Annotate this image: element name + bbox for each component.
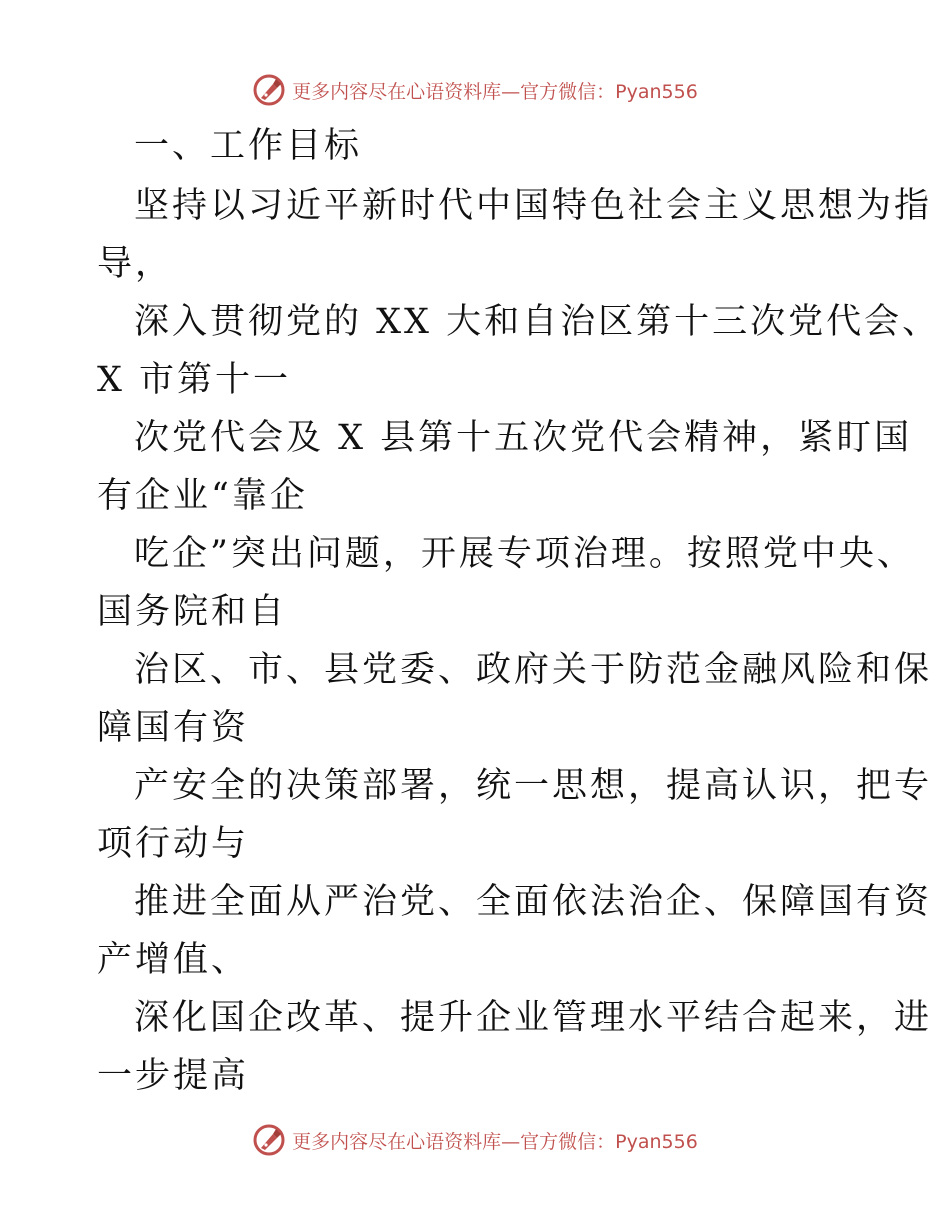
header-watermark-banner xyxy=(0,70,950,110)
body-line: 产增值、 xyxy=(97,940,250,980)
body-line: 深化国企改革、提升企业管理水平结合起来，进 xyxy=(134,998,933,1038)
body-line: 国务院和自 xyxy=(97,592,288,632)
body-line: 坚持以习近平新时代中国特色社会主义思想为指 xyxy=(134,186,933,226)
pen-nib-logo-icon xyxy=(252,1123,286,1157)
body-line: 导， xyxy=(97,244,174,284)
body-line: 吃企”突出问题，开展专项治理。按照党中央、 xyxy=(134,534,915,574)
body-line: 深入贯彻党的 XX 大和自治区第十三次党代会、 xyxy=(134,302,941,342)
body-line: 障国有资 xyxy=(97,708,250,748)
body-line: 次党代会及 X 县第十五次党代会精神，紧盯国 xyxy=(134,418,913,458)
footer-watermark-banner xyxy=(0,1120,950,1160)
body-line: 治区、市、县党委、政府关于防范金融风险和保 xyxy=(134,650,933,690)
section-heading: 一、工作目标 xyxy=(134,126,363,166)
body-line: 一步提高 xyxy=(97,1056,250,1096)
header-banner-text: 更多内容尽在心语资料库—官方微信：Pyan556 xyxy=(292,80,698,103)
header-wechat-id: Pyan556 xyxy=(615,80,698,103)
body-line: 有企业“靠企 xyxy=(97,476,308,516)
footer-wechat-id: Pyan556 xyxy=(615,1130,698,1153)
body-line: 产安全的决策部署，统一思想，提高认识，把专 xyxy=(134,766,933,806)
body-line: 推进全面从严治党、全面依法治企、保障国有资 xyxy=(134,882,933,922)
body-line: 项行动与 xyxy=(97,824,250,864)
pen-nib-logo-icon xyxy=(252,73,286,107)
body-line: X 市第十一 xyxy=(97,360,292,400)
footer-banner-text: 更多内容尽在心语资料库—官方微信：Pyan556 xyxy=(292,1130,698,1153)
